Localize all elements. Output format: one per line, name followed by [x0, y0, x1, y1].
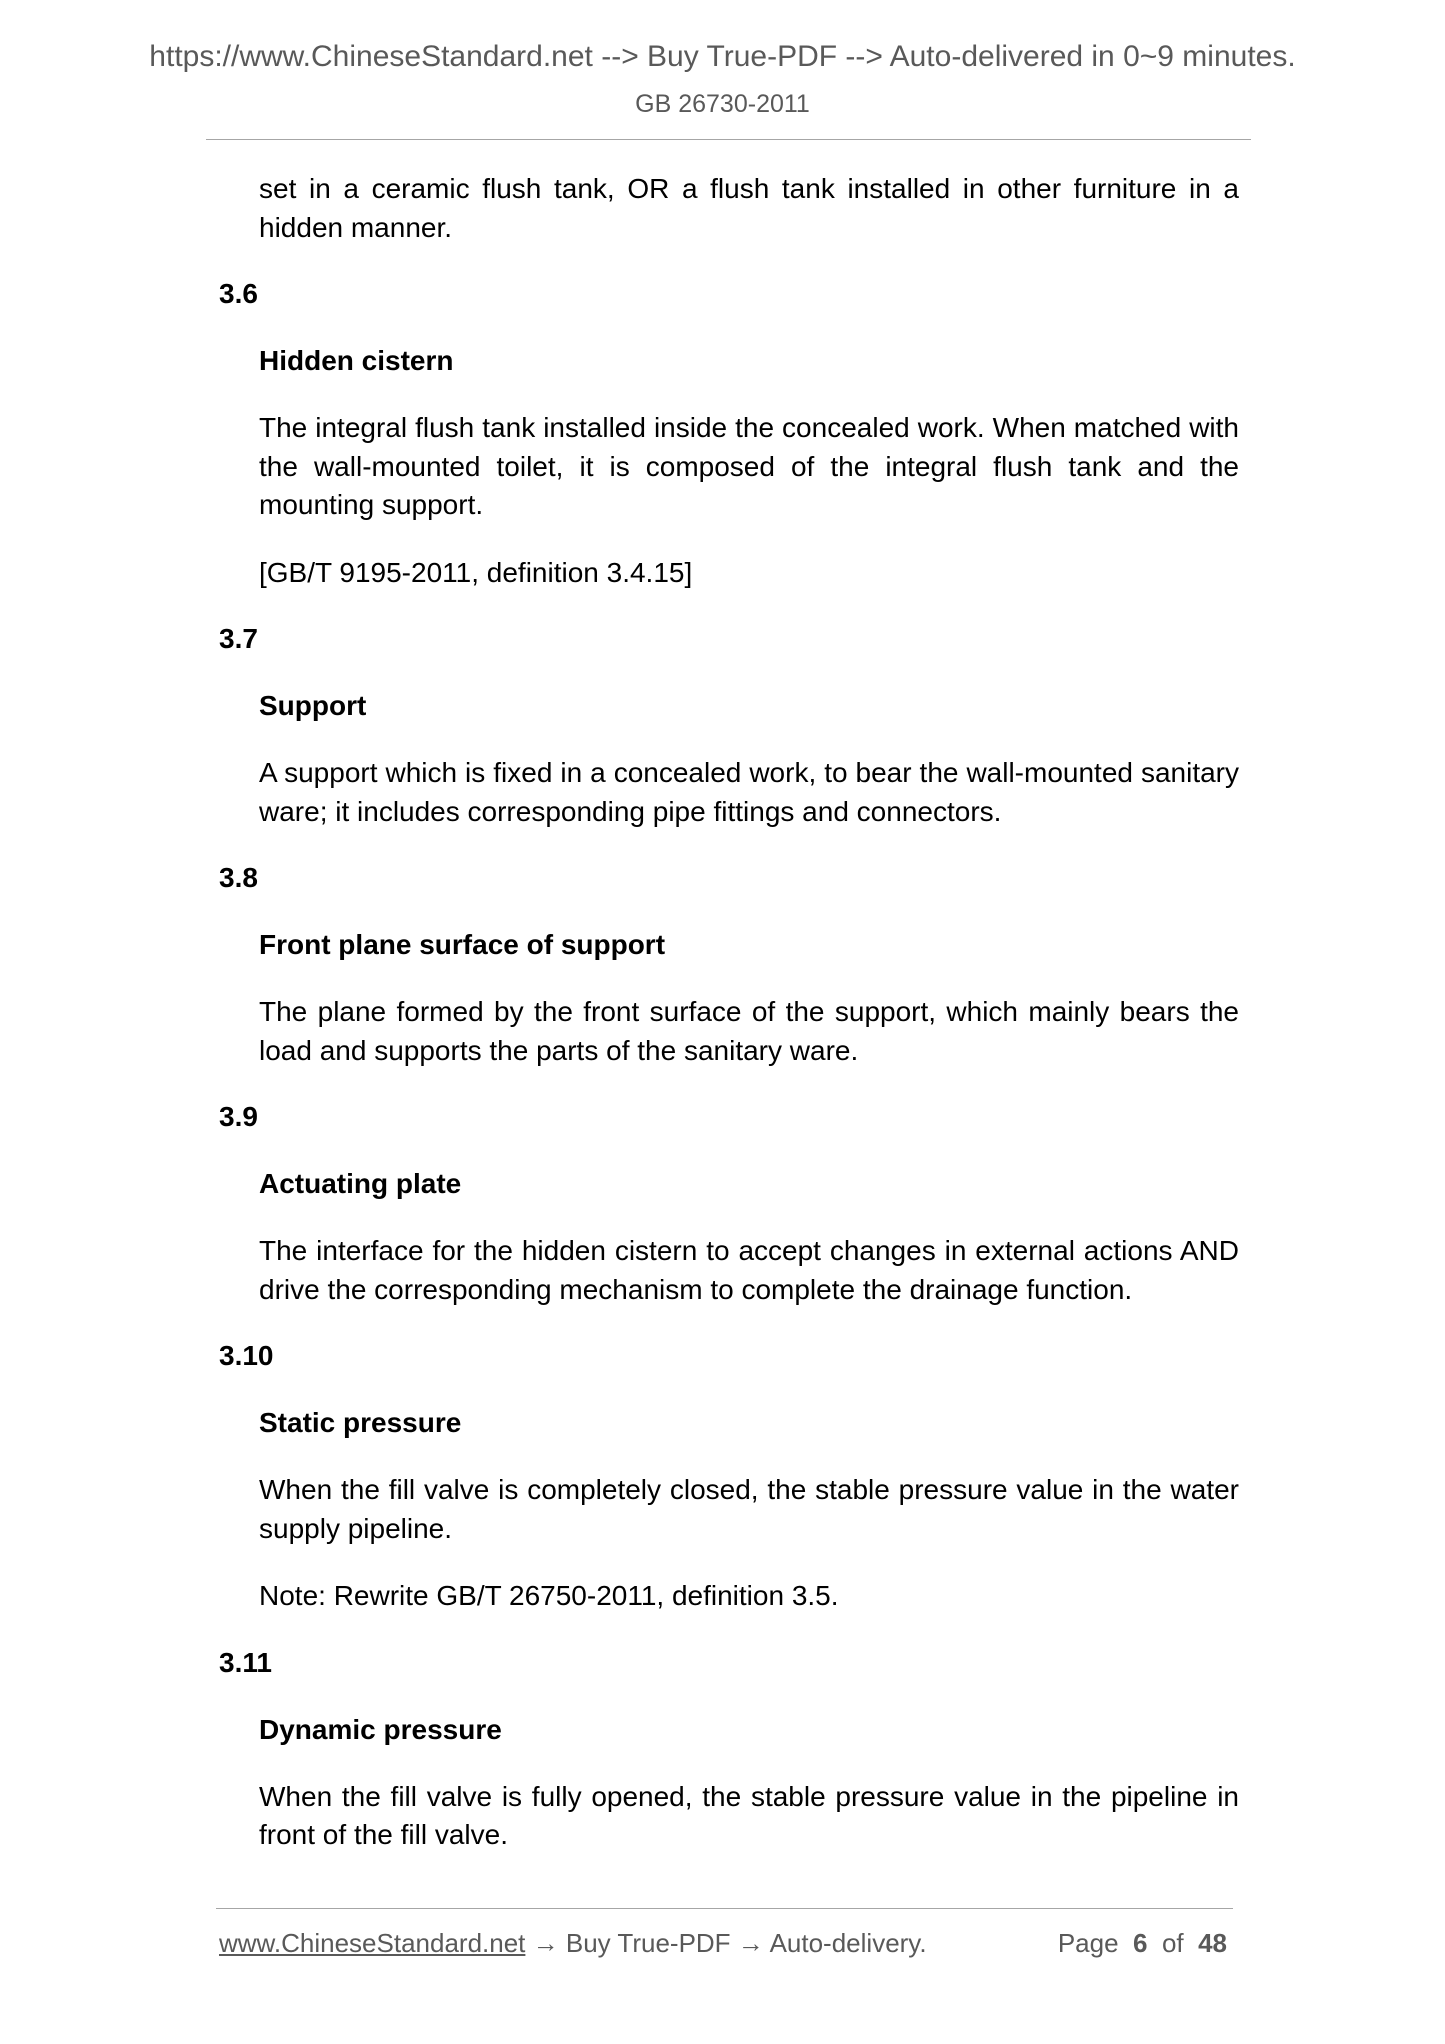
clause-definition: The interface for the hidden cistern to accept changes in external actions AND drive the corresponding mechanism to complete the drainage function.	[259, 1235, 1239, 1305]
clause-number: 3.8	[219, 862, 258, 893]
footer-divider	[216, 1908, 1233, 1909]
header-url-line: https://www.ChineseStandard.net --> Buy True-PDF --> Auto-delivered in 0~9 minutes.	[149, 40, 1296, 73]
clause-definition: When the fill valve is fully opened, the stable pressure value in the pipeline in front of the fill valve.	[259, 1780, 1239, 1850]
clause-number: 3.6	[219, 278, 258, 309]
clause-reference: [GB/T 9195-2011, definition 3.4.15]	[259, 556, 693, 588]
clause-definition: When the fill valve is completely closed, the stable pressure value in the water supply pipeline.	[259, 1474, 1239, 1544]
document-body	[219, 170, 1239, 1855]
clause-number: 3.7	[219, 623, 258, 654]
clause-term: Static pressure	[259, 1407, 462, 1438]
footer-promo	[219, 1928, 927, 1959]
header-divider	[206, 139, 1251, 140]
clause-definition: The plane formed by the front surface of the support, which mainly bears the load and supports the parts of the sanitary ware.	[259, 996, 1239, 1066]
page-total: 48	[1198, 1928, 1227, 1958]
clause-note: Note: Rewrite GB/T 26750-2011, definition 3.5.	[259, 1580, 839, 1611]
clause-definition: A support which is fixed in a concealed work, to bear the wall-mounted sanitary ware; it includes corresponding pipe fittings and connectors.	[259, 757, 1239, 827]
clause-term: Front plane surface of support	[259, 929, 666, 960]
clause-definition: The integral flush tank installed inside the concealed work. When matched with the wall-mounted toilet, it is composed of the integral flush tank and the mounting support.	[259, 412, 1239, 520]
page-of: of	[1161, 1928, 1184, 1958]
clause-number: 3.10	[219, 1340, 274, 1371]
clause-term: Hidden cistern	[259, 345, 454, 376]
clause-term: Support	[259, 690, 367, 721]
clause-number: 3.11	[219, 1646, 272, 1678]
continuation-paragraph: set in a ceramic flush tank, OR a flush tank installed in other furniture in a hidden manner.	[259, 173, 1239, 243]
footer-site-link[interactable]: www.ChineseStandard.net	[219, 1928, 526, 1958]
clause-term: Dynamic pressure	[259, 1713, 502, 1745]
page-number	[1058, 1928, 1227, 1959]
page-current: 6	[1133, 1928, 1148, 1958]
header-standard-code: GB 26730-2011	[635, 90, 810, 118]
clause-number: 3.9	[219, 1101, 258, 1132]
page-label: Page	[1057, 1928, 1119, 1958]
clause-term: Actuating plate	[259, 1168, 462, 1199]
footer-promo-text: → Buy True-PDF → Auto-delivery.	[525, 1928, 927, 1958]
